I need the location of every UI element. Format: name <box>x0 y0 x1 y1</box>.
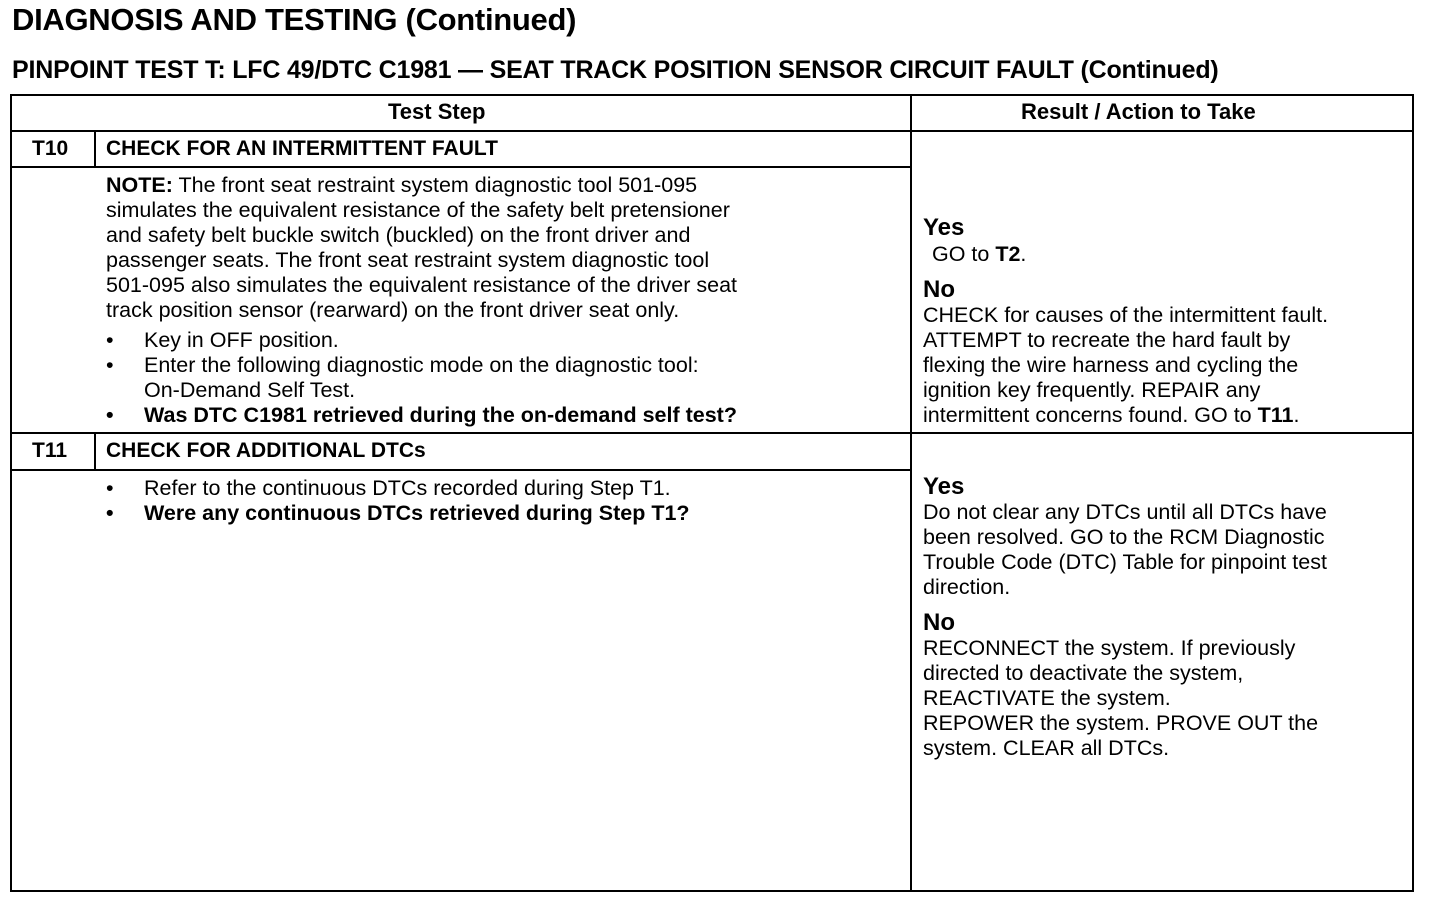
no-line: intermittent concerns found. GO to <box>923 403 1258 427</box>
note-label: NOTE: <box>106 173 173 197</box>
pinpoint-test-title: PINPOINT TEST T: LFC 49/DTC C1981 — SEAT TRACK POSITION SENSOR CIRCUIT FAULT (Continued) <box>12 56 1219 84</box>
yes-end: . <box>1020 242 1027 266</box>
t10-title-divider <box>10 166 912 168</box>
yes-line: direction. <box>923 575 1011 599</box>
bullet-mark: • <box>106 501 114 525</box>
note-line: The front seat restraint system diagnostic tool 501-095 <box>172 173 698 197</box>
yes-line: Trouble Code (DTC) Table for pinpoint test <box>923 550 1327 574</box>
yes-ref: T2 <box>995 242 1021 266</box>
no-line: ATTEMPT to recreate the hard fault by <box>923 328 1291 352</box>
no-line: CHECK for causes of the intermittent fault. <box>923 303 1329 327</box>
step-title-t10: CHECK FOR AN INTERMITTENT FAULT <box>106 137 498 160</box>
t11-title-divider <box>10 469 912 471</box>
column-divider <box>910 94 912 892</box>
no-line: system. CLEAR all DTCs. <box>923 736 1170 760</box>
t10-no-label: No <box>923 276 955 303</box>
t11-yes-action <box>923 500 1327 600</box>
t10-yes-action <box>932 242 1026 267</box>
note-line: simulates the equivalent resistance of the safety belt pretensioner <box>106 198 730 222</box>
t11-bullet-question <box>106 501 896 526</box>
bullet-mark: • <box>106 353 114 377</box>
note-line: track position sensor (rearward) on the front driver seat only. <box>106 298 680 322</box>
column-header-test-step: Test Step <box>388 99 486 124</box>
no-ref: T11 <box>1257 403 1294 427</box>
t11-bullet <box>106 476 896 501</box>
step-id-t11: T11 <box>32 439 68 462</box>
no-line: REACTIVATE the system. <box>923 686 1171 710</box>
no-line: REPOWER the system. PROVE OUT the <box>923 711 1319 735</box>
step-id-divider-t11 <box>94 433 96 471</box>
no-line: ignition key frequently. REPAIR any <box>923 378 1261 402</box>
no-line: directed to deactivate the system, <box>923 661 1244 685</box>
step-divider <box>10 432 1414 434</box>
bullet-text: On-Demand Self Test. <box>144 378 356 402</box>
t10-bullet <box>106 353 896 378</box>
t11-no-label: No <box>923 609 955 636</box>
note-line: passenger seats. The front seat restraint system diagnostic tool <box>106 248 710 272</box>
step-title-t11: CHECK FOR ADDITIONAL DTCs <box>106 439 426 462</box>
bullet-text: Refer to the continuous DTCs recorded during Step T1. <box>144 476 671 500</box>
no-line: flexing the wire harness and cycling the <box>923 353 1299 377</box>
no-line: RECONNECT the system. If previously <box>923 636 1296 660</box>
t10-note <box>106 173 737 323</box>
t11-no-action <box>923 636 1318 761</box>
bullet-text: Was DTC C1981 retrieved during the on-demand self test? <box>144 403 737 427</box>
step-id-t10: T10 <box>32 137 69 160</box>
t10-yes-label: Yes <box>923 214 965 241</box>
bullet-text: Were any continuous DTCs retrieved during Step T1? <box>144 501 690 525</box>
no-end: . <box>1293 403 1300 427</box>
header-divider <box>10 130 1414 132</box>
bullet-mark: • <box>106 403 114 427</box>
bullet-text: Enter the following diagnostic mode on the diagnostic tool: <box>144 353 699 377</box>
bullet-mark: • <box>106 328 114 352</box>
note-line: and safety belt buckle switch (buckled) on the front driver and <box>106 223 691 247</box>
t10-bullet <box>106 328 896 353</box>
t10-bullet-continuation <box>106 378 896 403</box>
t10-bullet-question <box>106 403 896 428</box>
t10-no-action <box>923 303 1328 428</box>
yes-line: Do not clear any DTCs until all DTCs have <box>923 500 1327 524</box>
bullet-mark: • <box>106 476 114 500</box>
column-header-result: Result / Action to Take <box>1021 99 1256 124</box>
yes-line: been resolved. GO to the RCM Diagnostic <box>923 525 1325 549</box>
page-title: DIAGNOSIS AND TESTING (Continued) <box>12 2 577 37</box>
yes-text: GO to <box>932 242 996 266</box>
step-id-divider-t10 <box>94 131 96 168</box>
note-line: 501-095 also simulates the equivalent resistance of the driver seat <box>106 273 738 297</box>
t11-yes-label: Yes <box>923 473 965 500</box>
bullet-text: Key in OFF position. <box>144 328 339 352</box>
